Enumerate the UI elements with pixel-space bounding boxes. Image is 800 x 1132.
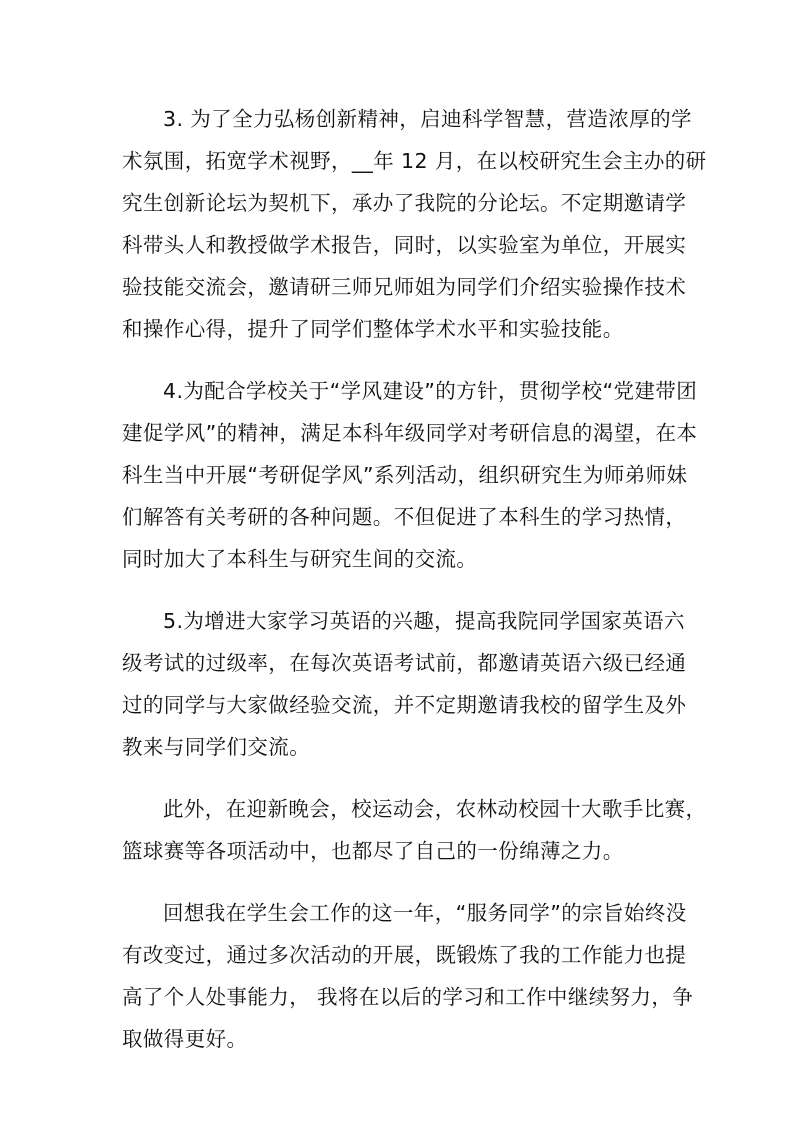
text-line: 科带头人和教授做学术报告，同时，以实验室为单位，开展实 — [122, 233, 687, 257]
text-line: 科生当中开展“考研促学风”系列活动，组织研究生为师弟师妹 — [122, 463, 688, 487]
text-line: 高了个人处事能力， 我将在以后的学习和工作中继续努力，争 — [122, 985, 694, 1009]
paragraph-conclusion — [122, 897, 694, 1065]
text-line: 究生创新论坛为契机下，承办了我院的分论坛。不定期邀请学 — [122, 191, 687, 215]
text-line: 级考试的过级率，在每次英语考试前，都邀请英语六级已经通 — [122, 651, 687, 675]
text-line: 教来与同学们交流。 — [122, 735, 311, 759]
text-line: 5.为增进大家学习英语的兴趣，提高我院同学国家英语六 — [163, 609, 685, 633]
text-line: 和操作心得，提升了同学们整体学术水平和实验技能。 — [122, 317, 624, 341]
text-line: 建促学风”的精神，满足本科年级同学对考研信息的渴望，在本 — [122, 421, 698, 445]
text-line: 有改变过，通过多次活动的开展，既锻炼了我的工作能力也提 — [122, 943, 687, 967]
text-line: 此外，在迎新晚会，校运动会，农林动校园十大歌手比赛， — [163, 797, 707, 821]
text-line: 4.为配合学校关于“学风建设”的方针，贯彻学校“党建带团 — [163, 379, 698, 403]
text-line: 们解答有关考研的各种问题。不但促进了本科生的学习热情， — [122, 505, 687, 529]
document-page — [122, 103, 707, 1085]
text-line: 同时加大了本科生与研究生间的交流。 — [122, 547, 478, 571]
paragraph-other-activities — [122, 793, 707, 877]
text-line: 过的同学与大家做经验交流，并不定期邀请我校的留学生及外 — [122, 693, 687, 717]
text-line: 验技能交流会，邀请研三师兄师姐为同学们介绍实验操作技术 — [122, 275, 687, 299]
paragraph-item-4 — [122, 375, 698, 585]
text-line: 术氛围，拓宽学术视野，__年 12 月，在以校研究生会主办的研 — [122, 149, 707, 173]
text-line: 篮球赛等各项活动中，也都尽了自己的一份绵薄之力。 — [122, 839, 624, 863]
text-line: 回想我在学生会工作的这一年，“服务同学”的宗旨始终没 — [163, 901, 687, 925]
paragraph-item-3 — [122, 103, 707, 355]
text-line: 取做得更好。 — [122, 1027, 248, 1051]
text-line: 3. 为了全力弘杨创新精神，启迪科学智慧，营造浓厚的学 — [163, 107, 692, 131]
paragraph-item-5 — [122, 605, 687, 773]
